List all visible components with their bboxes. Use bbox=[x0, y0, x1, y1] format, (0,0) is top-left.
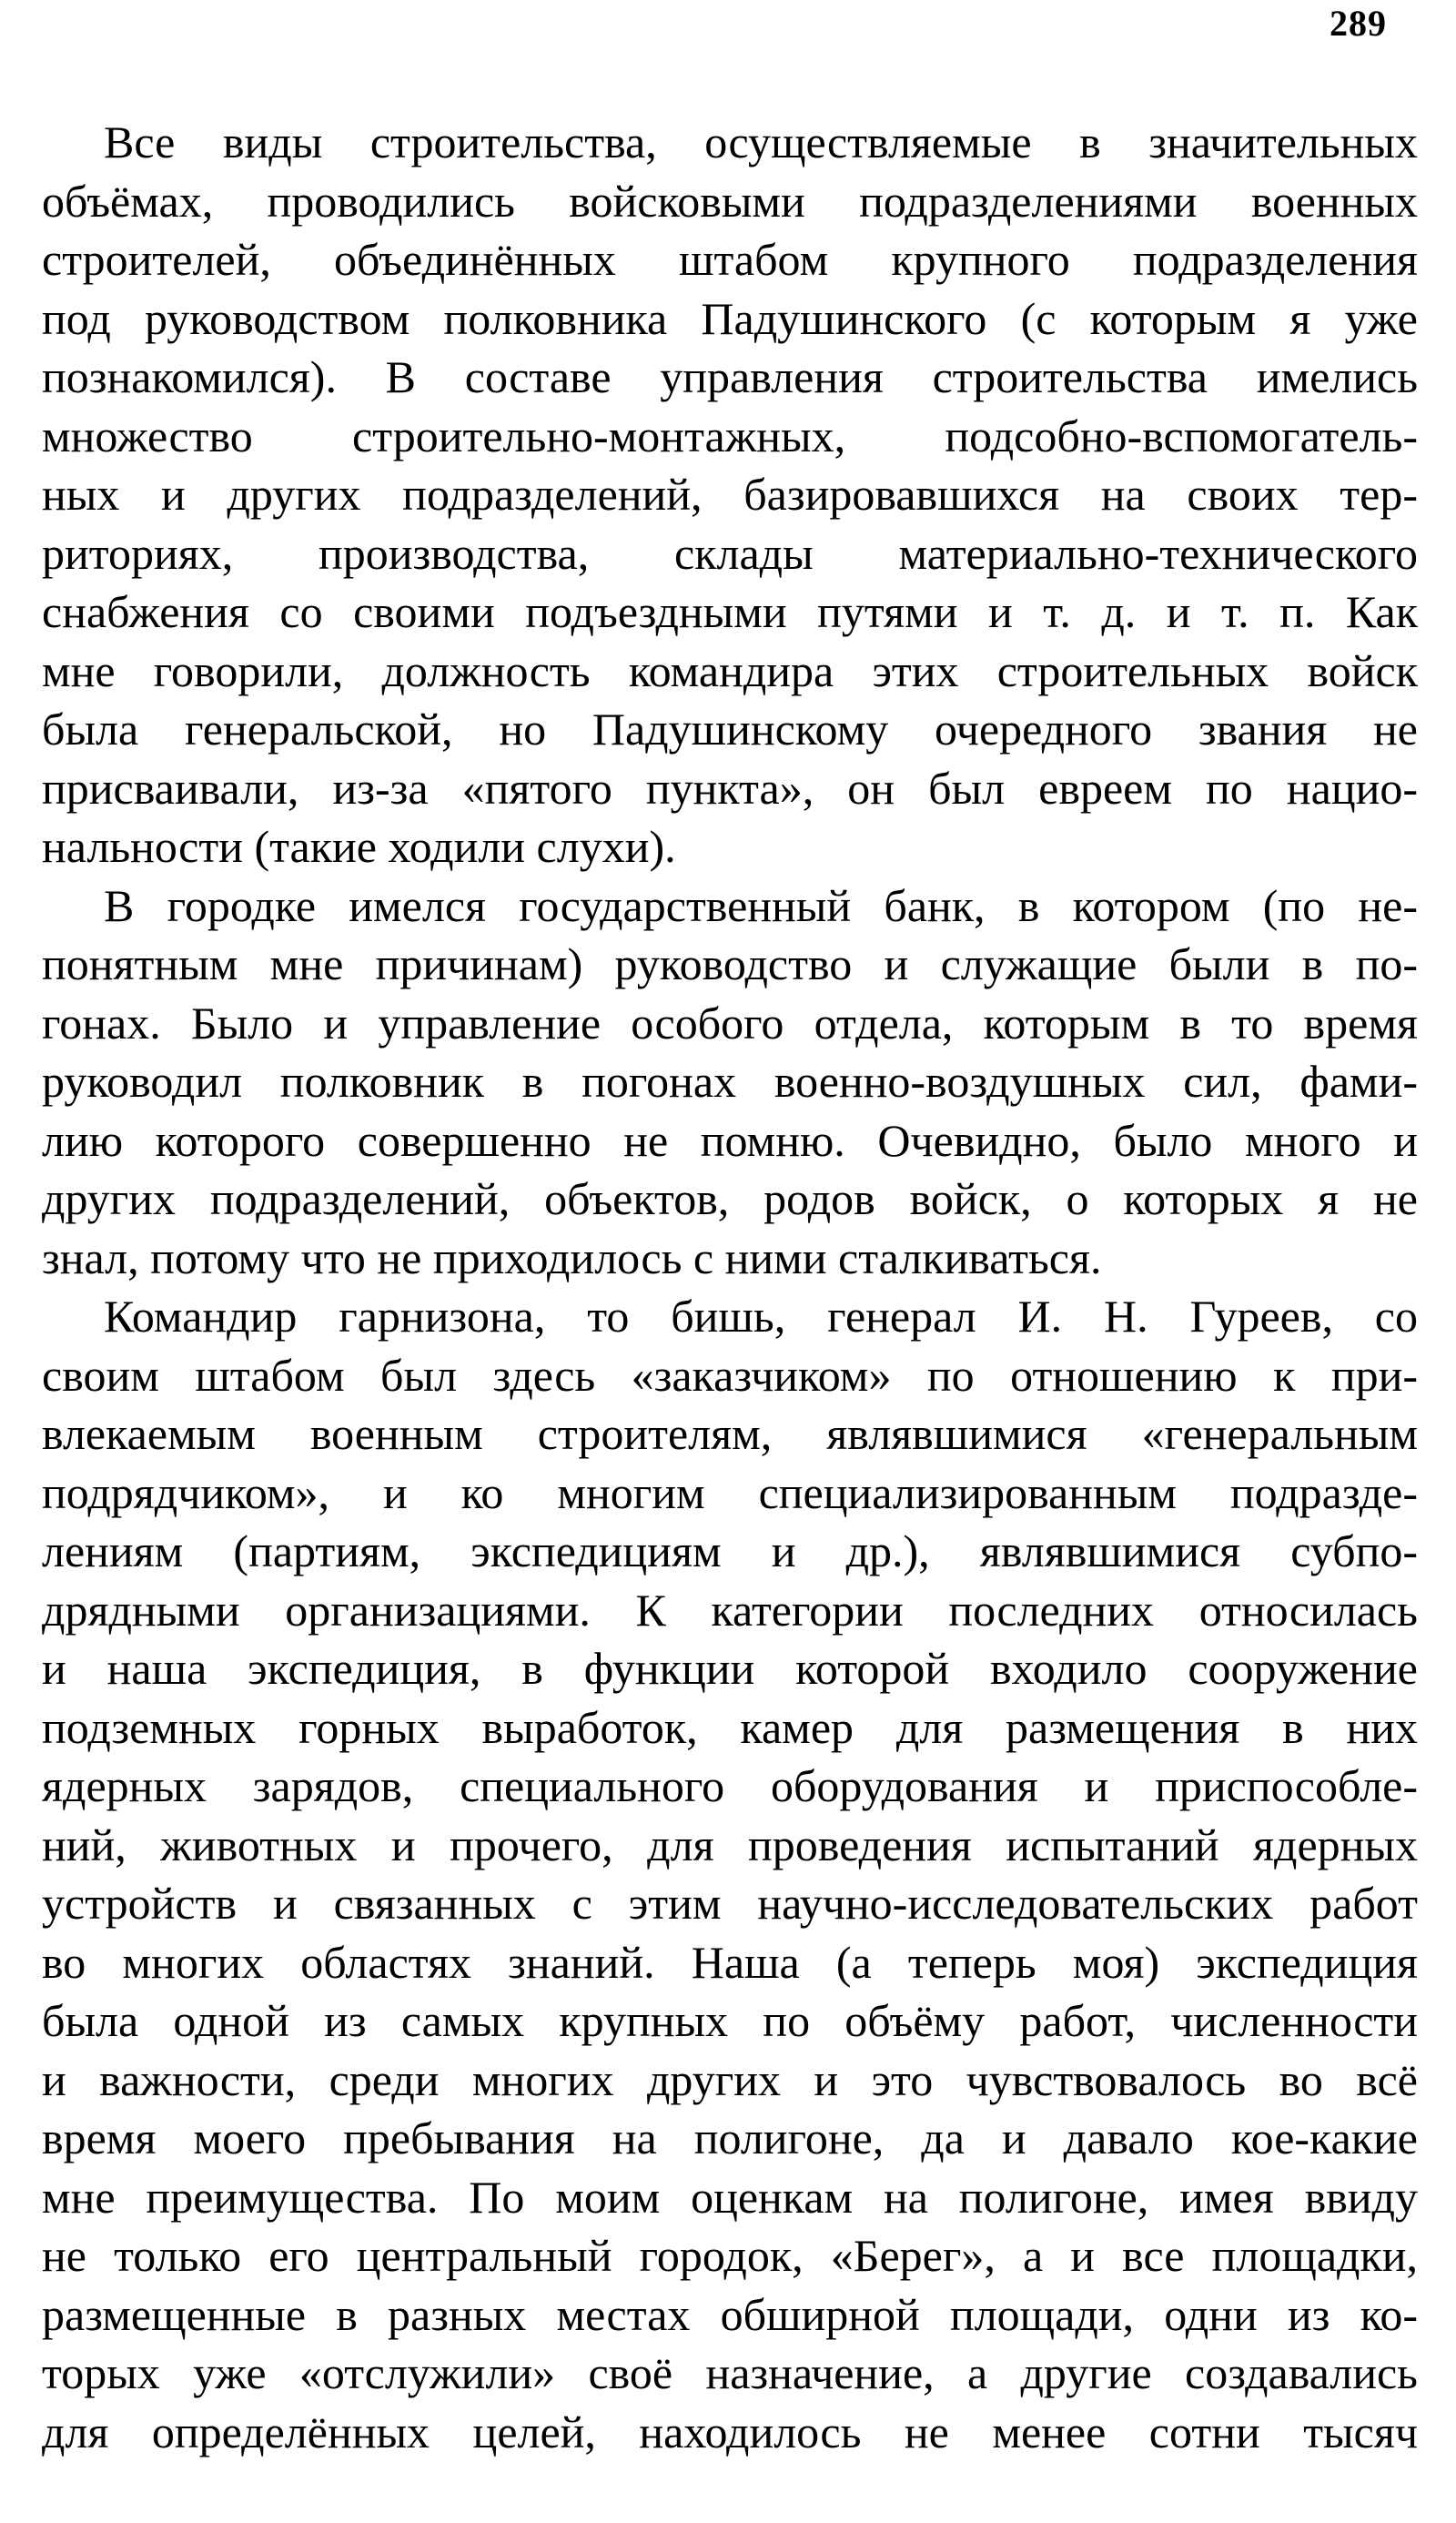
text-line: присваивали, из-за «пятого пункта», он был евреем по нацио- bbox=[42, 762, 1418, 814]
text-line: знал, потому что не приходилось с ними сталкиваться. bbox=[42, 1231, 1102, 1283]
text-line: риториях, производства, склады материально-технического bbox=[42, 527, 1418, 579]
text-line: устройств и связанных с этим научно-исследовательских работ bbox=[42, 1878, 1418, 1929]
text-line: подрядчиком», и ко многим специализированным подразде- bbox=[42, 1466, 1418, 1518]
text-line: подземных горных выработок, камер для размещения в них bbox=[42, 1701, 1418, 1753]
text-line: нальности (такие ходили слухи). bbox=[42, 821, 676, 872]
text-line: Командир гарнизона, то бишь, генерал И. Н. Гуреев, со bbox=[104, 1291, 1418, 1342]
text-line: ний, животных и прочего, для проведения испытаний ядерных bbox=[42, 1819, 1418, 1870]
body-text bbox=[42, 113, 1418, 2461]
text-line: была генеральской, но Падушинскому очередного звания не bbox=[42, 704, 1418, 755]
text-line: мне преимущества. По моим оценкам на полигоне, имея ввиду bbox=[42, 2171, 1418, 2223]
text-line: ных и других подразделений, базировавшихся на своих тер- bbox=[42, 469, 1418, 520]
text-line: понятным мне причинам) руководство и служащие были в по- bbox=[42, 938, 1418, 989]
text-line: под руководством полковника Падушинского (с которым я уже bbox=[42, 292, 1418, 344]
text-line: размещенные в разных местах обширной площади, одни из ко- bbox=[42, 2288, 1418, 2340]
text-line: и важности, среди многих других и это чувствовалось во всё bbox=[42, 2053, 1418, 2105]
text-line: Все виды строительства, осуществляемые в значительных bbox=[104, 117, 1418, 167]
text-line: множество строительно-монтажных, подсобно-вспомогатель- bbox=[42, 410, 1418, 461]
text-line: и наша экспедиция, в функции которой входило сооружение bbox=[42, 1643, 1418, 1694]
text-line: время моего пребывания на полигоне, да и давало кое-какие bbox=[42, 2113, 1418, 2163]
text-line: гонах. Было и управление особого отдела, которым в то время bbox=[42, 997, 1418, 1049]
text-line: познакомился). В составе управления строительства имелись bbox=[42, 351, 1418, 402]
text-line: не только его центральный городок, «Берег», а и все площадки, bbox=[42, 2230, 1418, 2281]
page-number: 289 bbox=[1330, 3, 1387, 44]
text-line: строителей, объединённых штабом крупного подразделения bbox=[42, 234, 1418, 285]
text-line: снабжения со своими подъездными путями и т. д. и т. п. Как bbox=[42, 586, 1418, 637]
text-line: руководил полковник в погонах военно-воздушных сил, фами- bbox=[42, 1056, 1418, 1107]
text-line: лию которого совершенно не помню. Очевидно, было много и bbox=[42, 1114, 1418, 1166]
text-line: дрядными организациями. К категории последних относилась bbox=[42, 1584, 1418, 1636]
text-line: во многих областях знаний. Наша (а теперь моя) экспедиция bbox=[42, 1936, 1418, 1988]
text-line: других подразделений, объектов, родов войск, о которых я не bbox=[42, 1173, 1418, 1224]
text-line: лениям (партиям, экспедициям и др.), являвшимися субпо- bbox=[42, 1525, 1418, 1576]
text-line: объёмах, проводились войсковыми подразделениями военных bbox=[42, 175, 1418, 227]
text-line: своим штабом был здесь «заказчиком» по отношению к при- bbox=[42, 1349, 1418, 1401]
text-line: торых уже «отслужили» своё назначение, а другие создавались bbox=[42, 2347, 1418, 2398]
text-line: В городке имелся государственный банк, в котором (по не- bbox=[104, 879, 1418, 931]
text-line: была одной из самых крупных по объёму работ, численности bbox=[42, 1995, 1418, 2046]
text-line: ядерных зарядов, специального оборудования и приспособле- bbox=[42, 1760, 1418, 1811]
text-line: мне говорили, должность командира этих строительных войск bbox=[42, 644, 1418, 696]
text-line: влекаемым военным строителям, являвшимися «генеральным bbox=[42, 1408, 1418, 1459]
text-line: для определённых целей, находилось не менее сотни тысяч bbox=[42, 2406, 1418, 2457]
